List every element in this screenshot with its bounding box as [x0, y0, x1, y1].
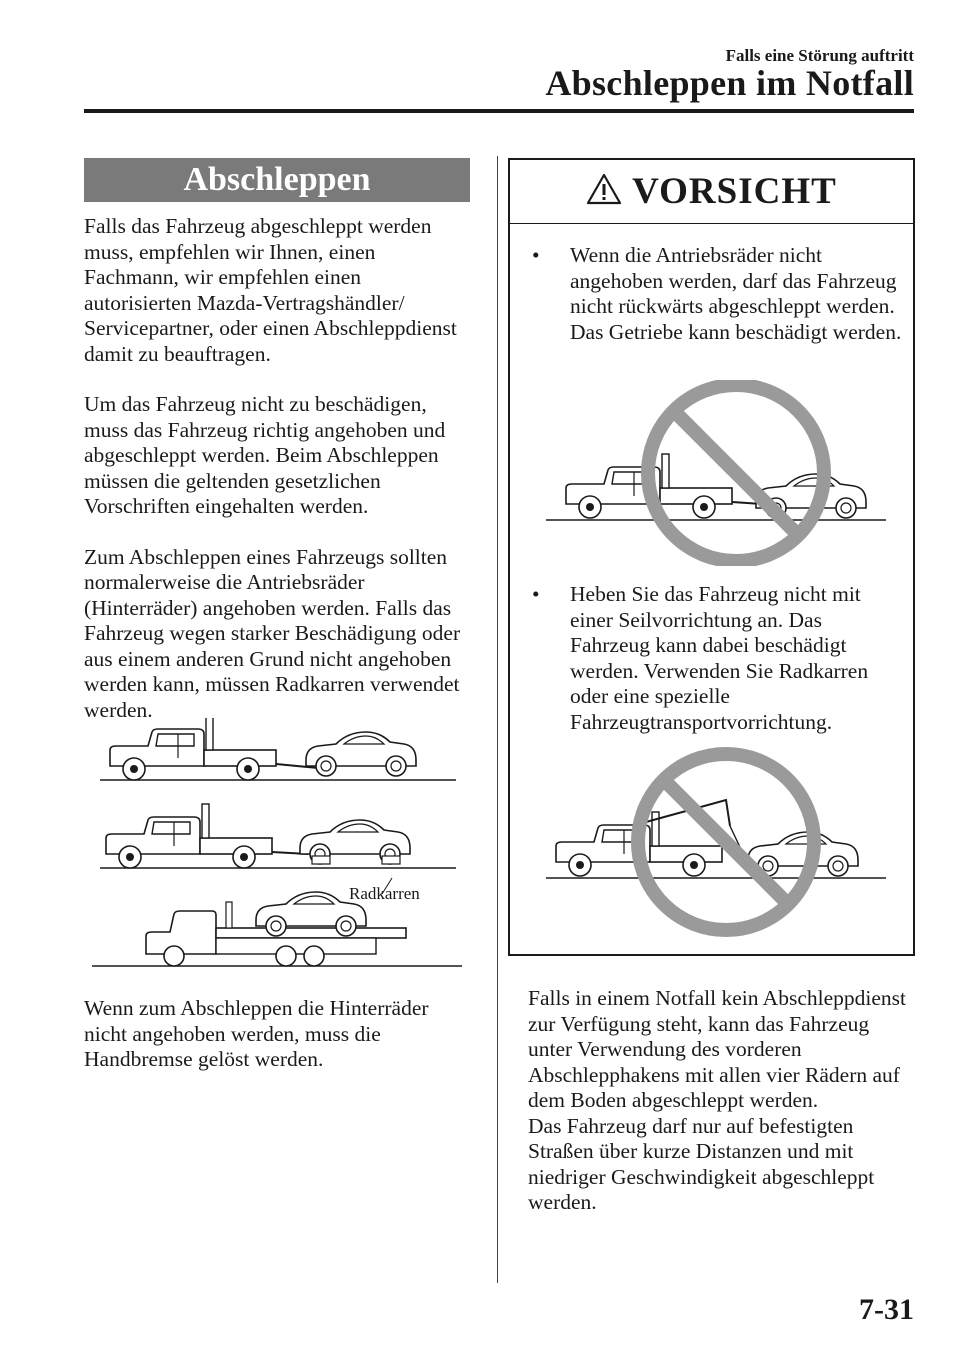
caution-box [508, 158, 915, 956]
page-title: Abschleppen im Notfall [545, 63, 914, 103]
page-number: 7-31 [859, 1293, 914, 1326]
towing-methods-illustration [86, 718, 466, 977]
bullet-dot-icon: • [532, 582, 540, 606]
caution-header [510, 160, 913, 224]
paragraph: Um das Fahrzeug nicht zu beschädigen, muss das Fahrzeug richtig angehoben und abgeschleppt werden. Beim Abschleppen müssen die geltenden gesetzlichen Vorschriften eingehalten werden. [84, 392, 446, 518]
prohibited-sling-tow-illustration [546, 742, 886, 947]
prohibited-reverse-tow-illustration [546, 380, 886, 571]
paragraph: Wenn zum Abschleppen die Hinterräder nicht angehoben werden, muss die Handbremse gelöst werden. [84, 996, 429, 1071]
section-heading: Abschleppen [84, 158, 470, 202]
warning-triangle-icon [586, 173, 622, 210]
paragraph: Das Fahrzeug darf nur auf befestigten Straßen über kurze Distanzen und mit niedriger Geschwindigkeit abgeschleppt werden. [528, 1113, 875, 1214]
caution-bullet: • Heben Sie das Fahrzeug nicht mit einer Seilvorrichtung an. Das Fahrzeug kann dabei beschädigt werden. Verwenden Sie Radkarren oder eine spezielle Fahrzeugtransportvorrichtung. [532, 582, 869, 734]
caution-title: VORSICHT [632, 171, 837, 212]
bullet-dot-icon: • [532, 243, 540, 267]
header-rule [84, 109, 914, 113]
paragraph: Falls in einem Notfall kein Abschleppdienst zur Verfügung steht, kann das Fahrzeug unter Verwendung des vorderen Abschlepphakens mit allen vier Rädern auf dem Boden abgeschleppt werden. [528, 986, 906, 1112]
left-column [84, 158, 470, 1071]
paragraph: Zum Abschleppen eines Fahrzeugs sollten normalerweise die Antriebsräder (Hinterräder) angehoben werden. Falls das Fahrzeug wegen starker Beschädigung oder aus einem anderen Grund nicht angehoben werden kann, müssen Radkarren verwendet werden. [84, 544, 461, 722]
right-column-text [528, 986, 918, 1216]
paragraph: Falls das Fahrzeug abgeschleppt werden muss, empfehlen wir Ihnen, einen Fachmann, wir empfehlen einen autorisierten Mazda-Vertragshändler/ Servicepartner, oder einen Abschleppdienst damit zu beauftragen. [84, 214, 457, 366]
chapter-title: Falls eine Störung auftritt [725, 46, 914, 65]
dolly-label: Radkarren [349, 884, 420, 903]
column-divider [497, 156, 498, 1283]
caution-bullet: • Wenn die Antriebsräder nicht angehoben werden, darf das Fahrzeug nicht rückwärts abgeschleppt werden. Das Getriebe kann beschädigt werden. [532, 243, 902, 344]
